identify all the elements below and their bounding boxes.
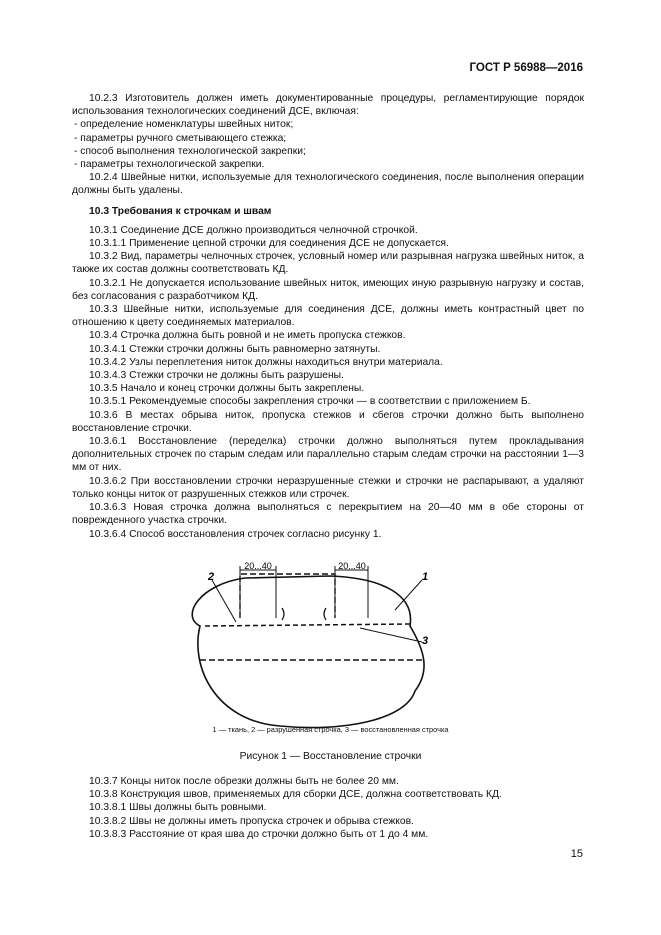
paragraph: 10.2.4 Швейные нитки, используемые для технологического соединения, после выполнения операции должны быть удалены. xyxy=(72,172,584,197)
damaged-stitch-mark xyxy=(324,608,326,620)
dimension-label-left: 20...40 xyxy=(244,561,272,571)
paragraph: 10.3.4.1 Стежки строчки должны быть равномерно затянуты. xyxy=(89,343,381,355)
page-number: 15 xyxy=(570,848,583,860)
leader-line-2 xyxy=(212,580,236,622)
list-item: - способ выполнения технологической закрепки; xyxy=(74,145,306,157)
paragraph: 10.3.7 Концы ниток после обрезки должны быть не более 20 мм. xyxy=(89,776,399,787)
section-title: 10.3 Требования к строчкам и швам xyxy=(89,205,272,217)
list-item: - определение номенклатуры швейных ниток; xyxy=(74,119,294,131)
restored-stitch xyxy=(240,574,335,618)
paragraph: 10.3.1.1 Применение цепной строчки для соединения ДСЕ не допускается. xyxy=(89,238,449,250)
paragraph: 10.2.3 Изготовитель должен иметь документированные процедуры, регламентирующие порядок использования технологических соединений ДСЕ, включая: xyxy=(72,93,584,118)
label-3: 3 xyxy=(422,635,429,647)
list-item: - параметры ручного сметывающего стежка; xyxy=(74,132,287,144)
paragraph: 10.3.8.3 Расстояние от края шва до строчки должно быть от 1 до 4 мм. xyxy=(89,828,429,840)
label-1: 1 xyxy=(422,571,429,583)
paragraph: 10.3.5.1 Рекомендуемые способы закрепления строчки — в соответствии с приложением Б. xyxy=(89,396,531,408)
paragraph: 10.3.6.2 При восстановлении строчки неразрушенные стежки и строчки не распарывают, а удаляют только концы ниток от разрушенных стежков или строчек. xyxy=(72,475,584,500)
dimension-label-right: 20...40 xyxy=(338,561,366,571)
paragraph: 10.3.6.4 Способ восстановления строчек согласно рисунку 1. xyxy=(89,528,382,540)
text-block-top xyxy=(72,92,584,541)
paragraph: 10.3.3 Швейные нитки, используемые для соединения ДСЕ, должны иметь контрастный цвет по отношению к цвету соединяемых материалов. xyxy=(72,304,584,329)
paragraph: 10.3.2 Вид, параметры челночных строчек, условный номер или разрывная нагрузка швейных ниток, а также их состав должны соответствовать КД. xyxy=(72,251,584,276)
stitch-restoration-figure xyxy=(160,556,480,731)
text-block-bottom xyxy=(72,775,584,841)
paragraph: 10.3.6.3 Новая строчка должна выполняться с перекрытием на 20—40 мм в обе стороны от поврежденного участка строчки. xyxy=(72,502,584,527)
paragraph: 10.3.5 Начало и конец строчки должны быть закреплены. xyxy=(89,383,365,395)
stitch-line-upper xyxy=(205,624,410,626)
paragraph: 10.3.8 Конструкция швов, применяемых для сборки ДСЕ, должна соответствовать КД. xyxy=(89,789,502,801)
paragraph: 10.3.2.1 Не допускается использование швейных ниток, имеющих иную разрывную нагрузку и состав, без согласования с разработчиком КД. xyxy=(72,277,584,302)
label-2: 2 xyxy=(208,571,215,583)
paragraph: 10.3.1 Соединение ДСЕ должно производиться челночной строчкой. xyxy=(89,224,418,236)
figure-caption: Рисунок 1 — Восстановление строчки xyxy=(239,751,422,762)
damaged-stitch-mark xyxy=(282,608,284,620)
paragraph: 10.3.8.1 Швы должны быть ровными. xyxy=(89,802,267,814)
list-item: - параметры технологической закрепки. xyxy=(74,159,265,171)
paragraph: 10.3.4.3 Стежки строчки не должны быть разрушены. xyxy=(89,370,344,382)
fabric-outline xyxy=(192,576,424,728)
figure-legend: 1 — ткань, 2 — разрушенная строчка, 3 — восстановленная строчка xyxy=(212,725,449,734)
paragraph: 10.3.6.1 Восстановление (переделка) строчки должно выполняться путем прокладывания дополнительных строчек по старым следам или параллельно старым следам строчки на расстоянии 1—3 мм от них. xyxy=(72,436,584,474)
document-code: ГОСТ Р 56988—2016 xyxy=(469,62,583,74)
paragraph: 10.3.6 В местах обрыва ниток, пропуска стежков и сбегов строчки должно быть выполнено восстановление строчки. xyxy=(72,409,584,434)
paragraph: 10.3.4.2 Узлы переплетения ниток должны находиться внутри материала. xyxy=(89,356,443,368)
paragraph: 10.3.4 Строчка должна быть ровной и не иметь пропуска стежков. xyxy=(89,330,406,342)
paragraph: 10.3.8.2 Швы не должны иметь пропуска строчек и обрыва стежков. xyxy=(89,815,414,827)
